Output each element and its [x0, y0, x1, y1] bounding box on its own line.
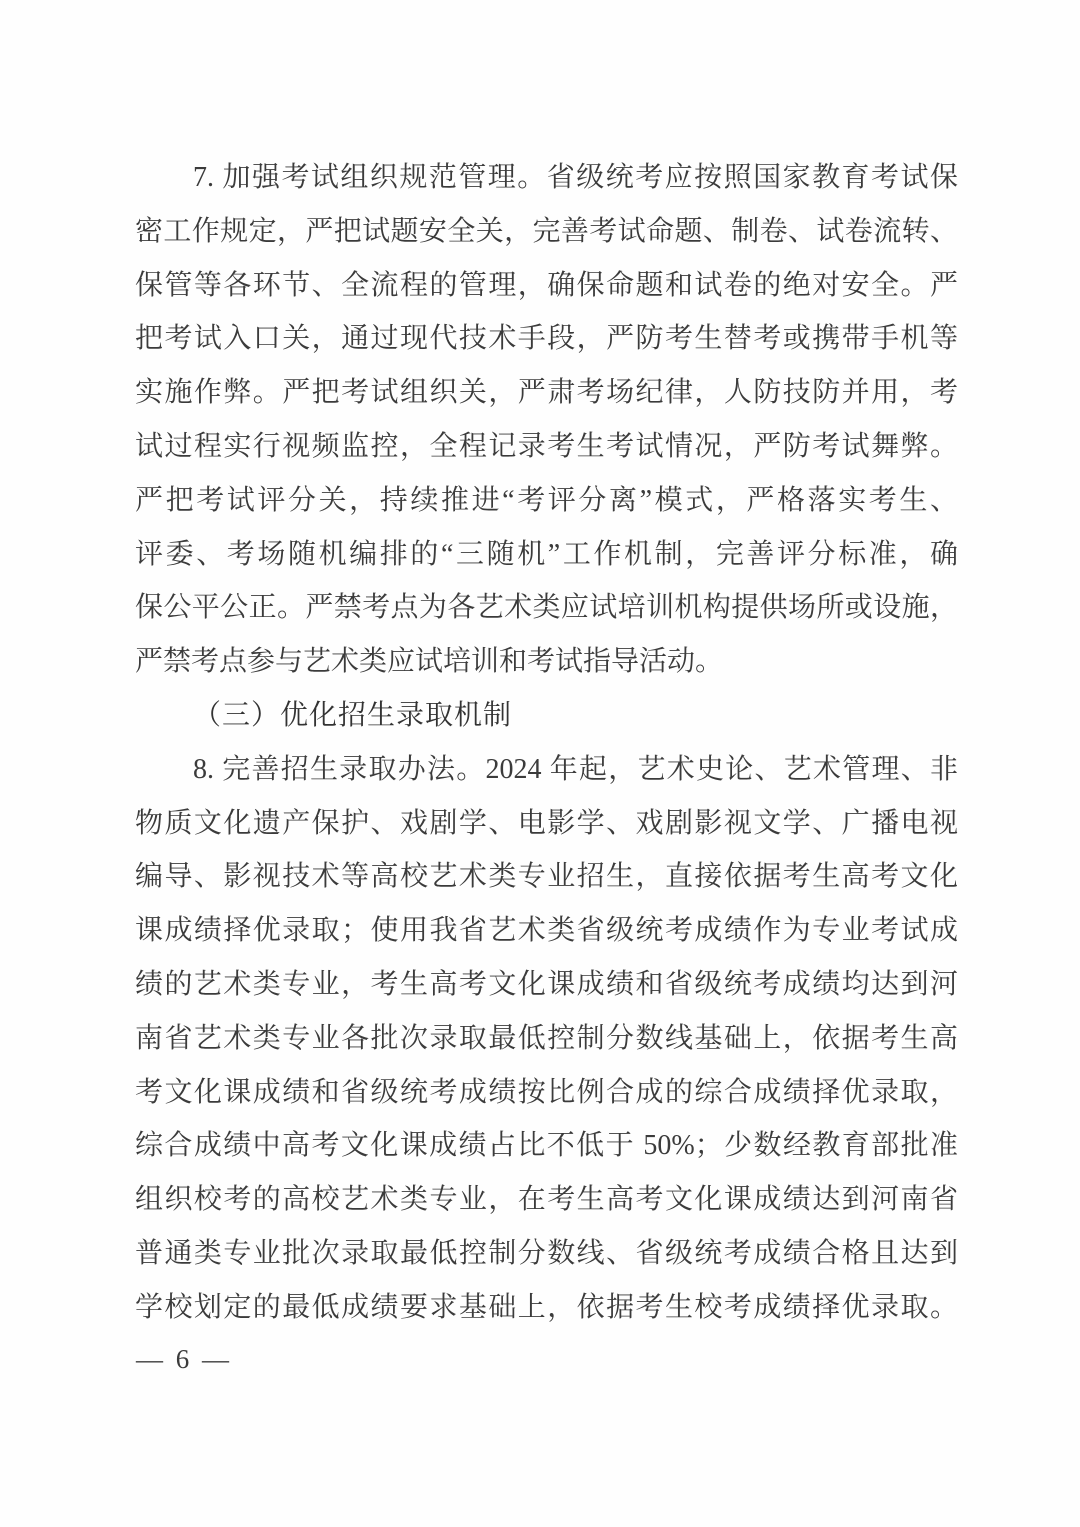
paragraph7-line-6: 试过程实行视频监控，全程记录考生考试情况，严防考试舞弊。: [135, 430, 958, 462]
paragraph7-line-4: 把考试入口关，通过现代技术手段，严防考生替考或携带手机等: [135, 323, 958, 355]
page-number: — 6 —: [136, 1344, 232, 1374]
paragraph8-line-8: 综合成绩中高考文化课成绩占比不低于 50%；少数经教育部批准: [135, 1130, 958, 1162]
paragraph8-line-10: 普通类专业批次录取最低控制分数线、省级统考成绩合格且达到: [135, 1237, 958, 1269]
section-heading: （三）优化招生录取机制: [193, 699, 513, 731]
paragraph7-line-2: 密工作规定，严把试题安全关，完善考试命题、制卷、试卷流转、: [135, 215, 958, 247]
document-body: [135, 151, 958, 1335]
paragraph7-line-5: 实施作弊。严把考试组织关，严肃考场纪律，人防技防并用，考: [135, 377, 958, 409]
paragraph7-line-10: 严禁考点参与艺术类应试培训和考试指导活动。: [135, 646, 724, 678]
paragraph8-line-11: 学校划定的最低成绩要求基础上，依据考生校考成绩择优录取。: [135, 1291, 958, 1323]
paragraph7-line-3: 保管等各环节、全流程的管理，确保命题和试卷的绝对安全。严: [135, 269, 958, 301]
paragraph8-line-6: 南省艺术类专业各批次录取最低控制分数线基础上，依据考生高: [135, 1022, 958, 1054]
paragraph7-line-1: 7. 加强考试组织规范管理。省级统考应按照国家教育考试保: [193, 162, 958, 193]
paragraph8-line-2: 物质文化遗产保护、戏剧学、电影学、戏剧影视文学、广播电视: [135, 807, 958, 839]
paragraph7-line-8: 评委、考场随机编排的“三随机”工作机制，完善评分标准，确: [135, 538, 958, 570]
paragraph8-line-7: 考文化课成绩和省级统考成绩按比例合成的综合成绩择优录取，: [135, 1076, 958, 1108]
paragraph7-line-9: 保公平公正。严禁考点为各艺术类应试培训机构提供场所或设施，: [135, 592, 958, 624]
paragraph7-line-7: 严把考试评分关，持续推进“考评分离”模式，严格落实考生、: [135, 484, 958, 516]
paragraph8-line-5: 绩的艺术类专业，考生高考文化课成绩和省级统考成绩均达到河: [135, 968, 958, 1000]
paragraph8-line-9: 组织校考的高校艺术类专业，在考生高考文化课成绩达到河南省: [135, 1184, 958, 1216]
paragraph8-line-4: 课成绩择优录取；使用我省艺术类省级统考成绩作为专业考试成: [135, 915, 958, 947]
paragraph8-line-1: 8. 完善招生录取办法。2024 年起，艺术史论、艺术管理、非: [193, 753, 958, 785]
paragraph8-line-3: 编导、影视技术等高校艺术类专业招生，直接依据考生高考文化: [135, 861, 958, 893]
